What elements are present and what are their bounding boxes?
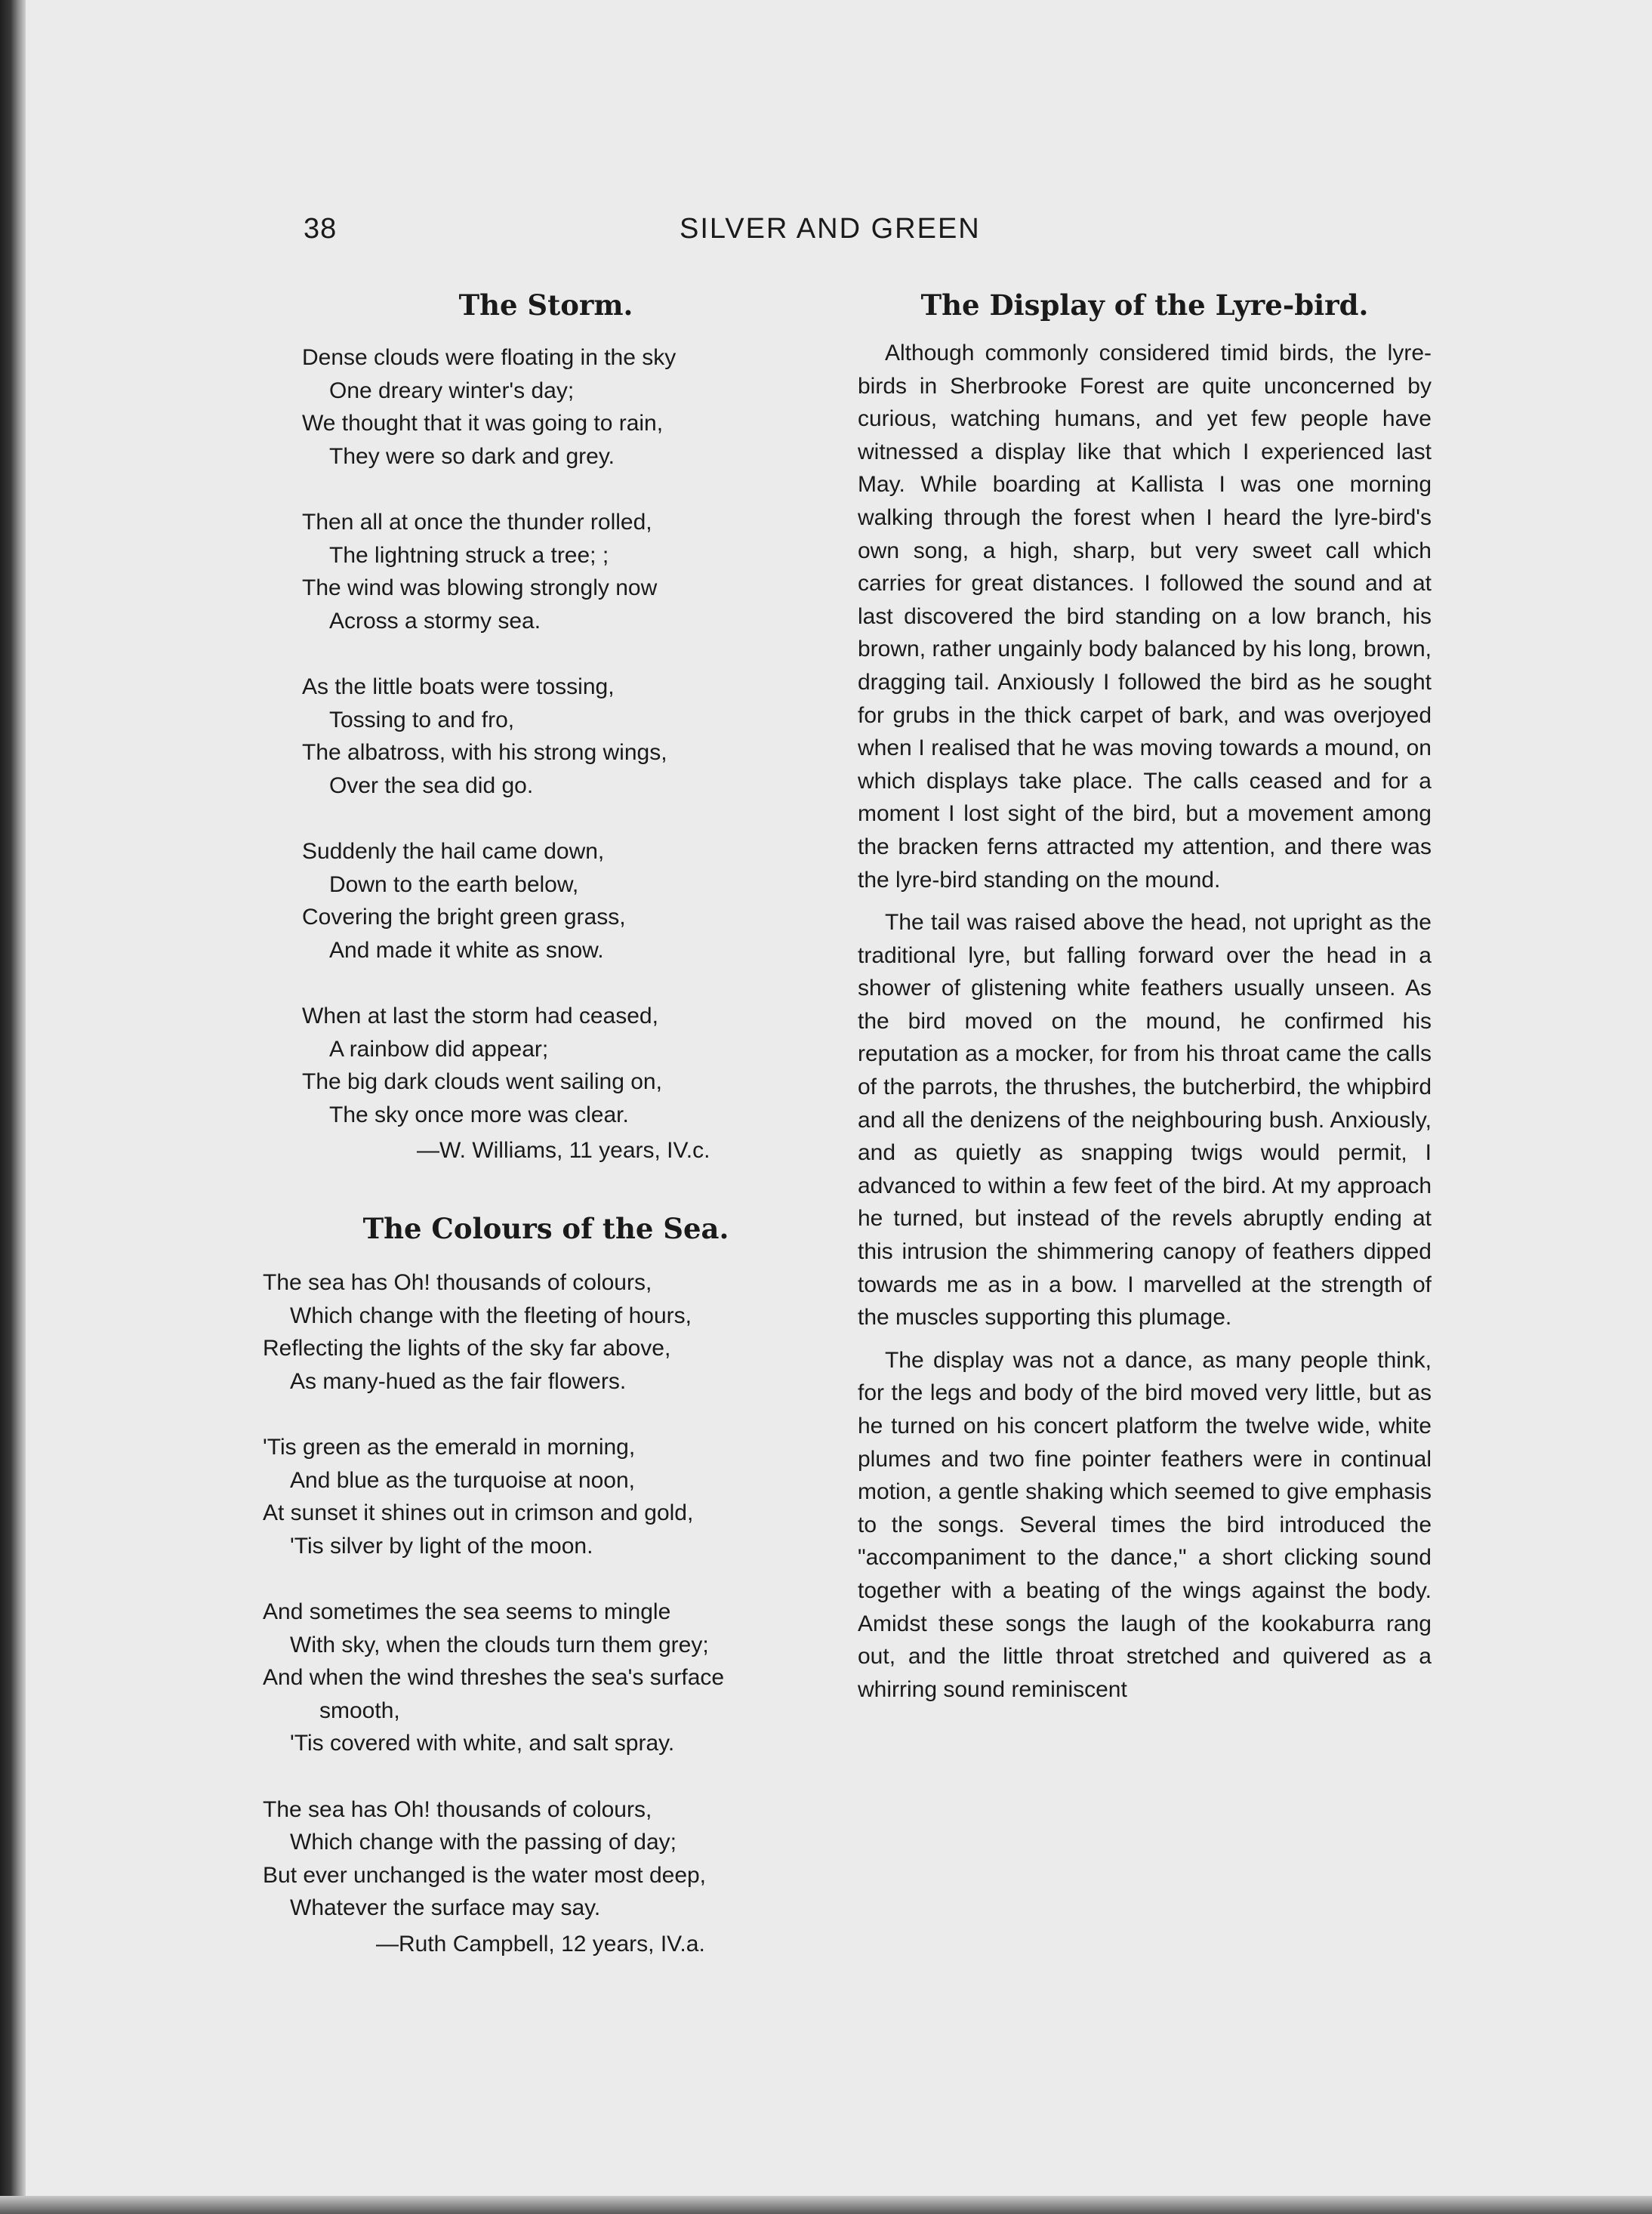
verse-line: Which change with the fleeting of hours, (290, 1303, 692, 1328)
verse-line: smooth, (319, 1698, 400, 1723)
journal-title: SILVER AND GREEN (680, 213, 981, 245)
verse-line: Across a stormy sea. (329, 608, 541, 634)
verse-line: They were so dark and grey. (329, 443, 615, 469)
running-head (0, 213, 1652, 258)
verse-line: Down to the earth below, (329, 871, 579, 897)
verse-line: Tossing to and fro, (329, 707, 515, 732)
stanza (302, 506, 837, 637)
stanza (263, 1596, 837, 1760)
verse-line: Suddenly the hail came down, (302, 839, 605, 864)
stanza (302, 341, 837, 473)
verse-line: But ever unchanged is the water most deep, (263, 1862, 707, 1888)
verse-line: Reflecting the lights of the sky far above, (263, 1336, 671, 1361)
verse-line: Covering the bright green grass, (302, 905, 626, 930)
verse-line: The sky once more was clear. (329, 1102, 629, 1127)
article-body (858, 337, 1432, 1706)
verse-line: As many-hued as the fair flowers. (290, 1368, 627, 1394)
verse-line: The big dark clouds went sailing on, (302, 1069, 662, 1094)
verse-line: The sea has Oh! thousands of colours, (263, 1796, 652, 1822)
verse-line: And made it white as snow. (329, 937, 604, 963)
poem-colours (255, 1266, 837, 1960)
poem-title-storm: The Storm. (458, 288, 633, 322)
verse-line: 'Tis silver by light of the moon. (290, 1533, 593, 1559)
verse-line: Over the sea did go. (329, 772, 534, 798)
verse-line: The sea has Oh! thousands of colours, (263, 1270, 652, 1295)
left-column (255, 279, 837, 1960)
poem-attribution: —W. Williams, 11 years, IV.c. (417, 1138, 710, 1163)
verse-line: Then all at once the thunder rolled, (302, 510, 652, 535)
verse-line: 'Tis green as the emerald in morning, (263, 1435, 636, 1460)
verse-line: 'Tis covered with white, and salt spray. (290, 1731, 675, 1756)
stanza (263, 1793, 837, 1925)
verse-line: The albatross, with his strong wings, (302, 740, 667, 765)
verse-line: As the little boats were tossing, (302, 674, 615, 699)
scan-bottom-edge (0, 2196, 1652, 2214)
verse-line: A rainbow did appear; (329, 1036, 549, 1062)
verse-line: When at last the storm had ceased, (302, 1004, 658, 1028)
verse-line: We thought that it was going to rain, (302, 411, 664, 436)
verse-line: The wind was blowing strongly now (302, 575, 658, 600)
stanza (302, 1000, 837, 1131)
verse-line: And when the wind threshes the sea's surface (263, 1665, 725, 1690)
verse-line: And blue as the turquoise at noon, (290, 1467, 636, 1493)
verse-line: The lightning struck a tree; ; (329, 542, 609, 568)
poem-storm (255, 341, 837, 1167)
poem-title-colours: The Colours of the Sea. (362, 1212, 729, 1245)
paragraph: The display was not a dance, as many people think, for the legs and body of the bird moved very little, but as he turned on his concert platform the twelve wide, white plumes and two fine pointer feathers were in continual motion, a gentle shaking which seemed to give emphasis to the songs. Several times the bird introduced the "accompaniment to the dance," a short clicking sound together with a beating of the wings against the body. Amidst these songs the laugh of the kookaburra rang out, and the little throat stretched and quivered as a whirring sound reminiscent (858, 1347, 1432, 1702)
stanza (302, 671, 837, 802)
right-column (858, 279, 1432, 1716)
paragraph: Although commonly considered timid birds, the lyre-birds in Sherbrooke Forest are quite unconcerned by curious, watching humans, and yet few people have witnessed a display like that which I experienced last May. While boarding at Kallista I was one morning walking through the forest when I heard the lyre-bird's own song, a high, sharp, but very sweet call which carries for great distances. I followed the sound and at last discovered the bird standing on a low branch, his brown, rather ungainly body balanced by his long, brown, dragging tail. Anxiously I followed the bird as he sought for grubs in the thick carpet of bark, and was overjoyed when I realised that he was moving towards a mound, on which displays take place. The calls ceased and for a moment I lost sight of the bird, but a movement among the bracken ferns attracted my attention, and there was the lyre-bird standing on the mound. (858, 341, 1432, 893)
binding-edge (0, 0, 26, 2214)
verse-line: With sky, when the clouds turn them grey; (290, 1632, 709, 1657)
stanza (263, 1266, 837, 1398)
stanza (302, 835, 837, 967)
verse-line: One dreary winter's day; (329, 378, 575, 403)
verse-line: And sometimes the sea seems to mingle (263, 1599, 671, 1624)
stanza (263, 1431, 837, 1562)
verse-line: Whatever the surface may say. (290, 1895, 601, 1920)
verse-line: Dense clouds were floating in the sky (302, 345, 677, 370)
paragraph: The tail was raised above the head, not upright as the traditional lyre, but falling forward over the head in a shower of glistening white feathers usually unseen. As the bird moved on the mound, he confirmed his reputation as a mocker, for from his throat came the calls of the parrots, the thrushes, the butcherbird, the whipbird and all the denizens of the neighbouring bush. Anxiously, and as quietly as snapping twigs would permit, I advanced to within a few feet of the bird. At my approach he turned, but instead of the revels abruptly ending at this intrusion the shimmering canopy of feathers dipped towards me as in a bow. I marvelled at the strength of the muscles supporting this plumage. (858, 910, 1432, 1331)
article-title: The Display of the Lyre-bird. (920, 288, 1369, 322)
verse-line: At sunset it shines out in crimson and gold, (263, 1500, 694, 1525)
poem-attribution: —Ruth Campbell, 12 years, IV.a. (376, 1931, 705, 1957)
page-number: 38 (304, 213, 337, 245)
verse-line: Which change with the passing of day; (290, 1830, 677, 1855)
